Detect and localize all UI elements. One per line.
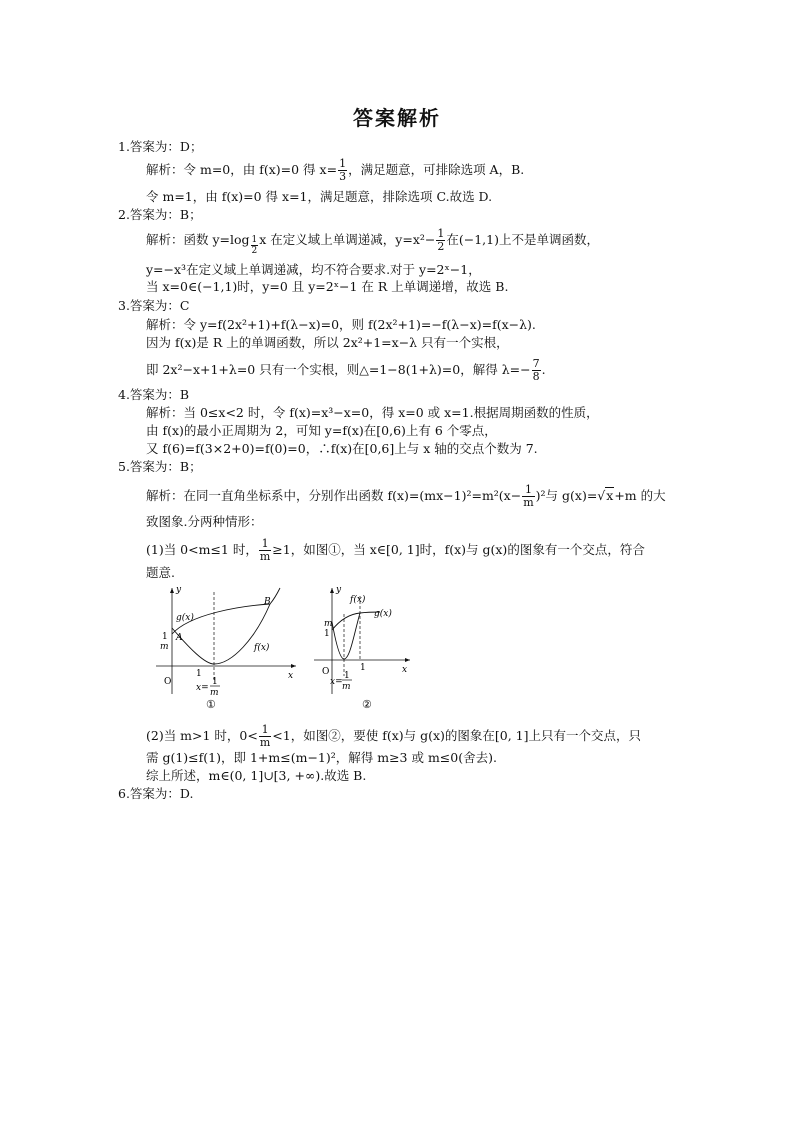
figure-1-caption: ① xyxy=(206,698,216,710)
analysis-3-line-1: 解析：令 y=f(2x²+1)+f(λ−x)=0，则 f(2x²+1)=−f(λ−x)=f(x−λ). xyxy=(146,317,536,332)
analysis-5-line-2: 致图象.分两种情形： xyxy=(146,514,263,529)
fraction: $\frac{1}{m}$ xyxy=(523,483,534,509)
answer-6: 6.答案为：D. xyxy=(118,786,194,801)
x-axis-label: x xyxy=(402,665,408,675)
analysis-3-line-3: 即 2x²−x+1+λ=0 只有一个实根，则△=1−8(1+λ)=0，解得 λ=− $\frac{7}{8}$ . xyxy=(146,357,546,383)
analysis-3-line-2: 因为 f(x)是 R 上的单调函数，所以 2x²+1=x−λ 只有一个实根， xyxy=(146,335,509,350)
y-m-label: m xyxy=(160,642,169,652)
analysis-5-line-4: 题意. xyxy=(146,565,175,580)
x-one-label: 1 xyxy=(196,669,202,679)
frac-n: 1 xyxy=(212,677,218,687)
fraction: $\frac{1}{m}$ xyxy=(259,537,271,563)
analysis-5-line-1: 解析：在同一直角坐标系中，分别作出函数 f(x)=(mx−1)²=m²(x− $\frac{1}{m}$ )²与 g(x)=√x+m 的大 xyxy=(146,483,666,509)
analysis-5-line-7: 综上所述，m∈(0, 1]∪[3, +∞).故选 B. xyxy=(146,768,367,783)
fraction: $\frac{1}{m}$ xyxy=(259,723,271,749)
y-one-label: 1 xyxy=(324,629,330,639)
analysis-4-line-2: 由 f(x)的最小正周期为 2，可知 y=f(x)在[0,6)上有 6 个零点， xyxy=(146,423,497,438)
x-eq-label: x= xyxy=(330,677,343,687)
g-label: g(x) xyxy=(176,613,194,623)
g-curve xyxy=(172,588,280,634)
f-label: f(x) xyxy=(350,595,366,605)
frac-d: m xyxy=(210,688,219,698)
g-label: g(x) xyxy=(374,609,392,619)
point-a-label: A xyxy=(176,633,183,643)
answer-1: 1.答案为：D； xyxy=(118,139,203,154)
x-eq-label: x= xyxy=(196,683,209,693)
fraction: $\frac{7}{8}$ xyxy=(532,357,540,383)
fraction: $\frac{1}{2}$ xyxy=(437,227,445,253)
y-m-label: m xyxy=(324,619,333,629)
page-title: 答案解析 xyxy=(353,106,441,130)
f-curve xyxy=(332,613,360,659)
figure-2-caption: ② xyxy=(362,698,372,710)
x-axis-label: x xyxy=(288,671,294,681)
analysis-4-line-1: 解析：当 0≤x<2 时，令 f(x)=x³−x=0，得 x=0 或 x=1.根据周期函数的性质， xyxy=(146,405,599,420)
analysis-2-line-2: y=−x³在定义域上单调递减，均不符合要求.对于 y=2ˣ−1， xyxy=(146,262,481,277)
analysis-2-line-1: 解析：函数 y=log $\frac{1}{2}$ x 在定义域上单调递减，y=x²− $\frac{1}{2}$ 在(−1,1)上不是单调函数， xyxy=(146,227,599,256)
frac-n: 1 xyxy=(344,671,350,681)
figure-2 xyxy=(310,584,414,710)
analysis-1-line-2: 令 m=1，由 f(x)=0 得 x=1，满足题意，排除选项 C.故选 D. xyxy=(146,189,493,204)
y-one-label: 1 xyxy=(162,632,168,642)
analysis-1-line-1: 解析：令 m=0，由 f(x)=0 得 x= $\frac{1}{3}$ ，满足题意，可排除选项 A，B. xyxy=(146,157,525,183)
frac-d: m xyxy=(342,682,351,692)
y-axis-label: y xyxy=(336,585,342,595)
analysis-2-line-3: 当 x=0∈(−1,1)时，y=0 且 y=2ˣ−1 在 R 上单调递增，故选 B. xyxy=(146,279,509,294)
f-label: f(x) xyxy=(254,643,270,653)
origin-label: O xyxy=(164,677,172,687)
x-one-label: 1 xyxy=(360,663,366,673)
answer-3: 3.答案为：C xyxy=(118,298,190,313)
origin-label: O xyxy=(322,667,330,677)
point-b-label: B xyxy=(264,597,271,607)
analysis-5-line-5: (2)当 m>1 时，0< $\frac{1}{m}$ <1，如图②，要使 f(x)与 g(x)的图象在[0, 1]上只有一个交点，只 xyxy=(146,723,642,749)
answer-5: 5.答案为：B； xyxy=(118,459,202,474)
answer-2: 2.答案为：B； xyxy=(118,207,202,222)
answer-4: 4.答案为：B xyxy=(118,387,190,402)
analysis-5-line-6: 需 g(1)≤f(1)，即 1+m≤(m−1)²，解得 m≥3 或 m≤0(舍去). xyxy=(146,750,497,765)
sqrt-sign: √ xyxy=(597,488,606,503)
y-axis-label: y xyxy=(176,585,182,595)
fraction: $\frac{1}{3}$ xyxy=(339,157,347,183)
figure-1 xyxy=(150,584,300,710)
analysis-5-line-3: (1)当 0<m≤1 时， $\frac{1}{m}$ ≥1，如图①，当 x∈[0, 1]时，f(x)与 g(x)的图象有一个交点，符合 xyxy=(146,537,645,563)
analysis-4-line-3: 又 f(6)=f(3×2+0)=f(0)=0，∴f(x)在[0,6]上与 x 轴的交点个数为 7. xyxy=(146,441,538,456)
fraction: $\frac{1}{2}$ xyxy=(251,235,258,256)
